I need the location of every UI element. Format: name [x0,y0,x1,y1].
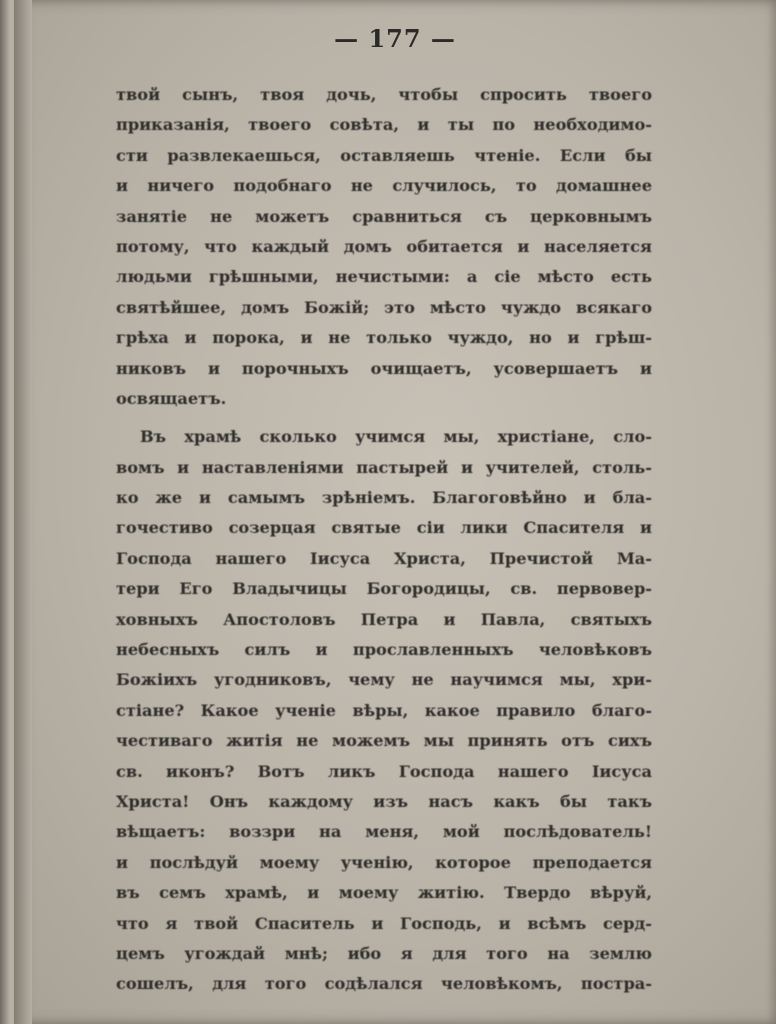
text-line: что я твой Спаситель и Господь, и всѣмъ серд- [116,913,652,933]
text-line: честиваго житія не можемъ мы принять отъ сихъ [116,731,652,751]
text-line: сти развлекаешься, оставляешь чтеніе. Если бы [116,145,652,165]
page-binding-edge [14,0,32,1024]
text-line: и послѣдуй моему ученію, которое преподается [116,852,652,872]
text-line: тери Его Владычицы Богородицы, св. первовер- [116,579,652,599]
text-line: Христа! Онъ каждому изъ насъ какъ бы такъ [116,791,652,811]
text-line: ховныхъ Апостоловъ Петра и Павла, святыхъ [116,609,652,629]
text-line: Въ храмѣ сколько учимся мы, христіане, сло- [140,427,652,447]
paragraph-gap [116,414,652,422]
text-line: никовъ и порочныхъ очищаетъ, усовершаетъ и [116,358,652,378]
book-page [14,0,776,1024]
page-number: — 177 — [334,24,456,53]
text-line: потому, что каждый домъ обитается и населяется [116,236,652,256]
text-line: занятіе не можетъ сравниться съ церковнымъ [116,206,652,226]
text-line: небесныхъ силъ и прославленныхъ человѣковъ [116,640,652,660]
text-line: сошелъ, для того содѣлался человѣкомъ, постра- [116,974,652,994]
text-line: людьми грѣшными, нечистыми: а сіе мѣсто есть [116,267,652,287]
text-line: цемъ угождай мнѣ; ибо я для того на землю [116,943,652,963]
text-line: ко же и самымъ зрѣніемъ. Благоговѣйно и бла- [116,488,652,508]
text-line: стіане? Какое ученіе вѣры, какое правило благо- [116,700,652,720]
text-line: приказанія, твоего совѣта, и ты по необходимо- [116,115,652,135]
text-line: Божіихъ угодниковъ, чему не научимся мы, хри- [116,670,652,690]
text-line: св. иконъ? Вотъ ликъ Господа нашего Іисуса [116,761,652,781]
text-line: гочестиво созерцая святые сіи лики Спасителя и [116,518,652,538]
text-line: освящаетъ. [116,388,227,408]
text-line: грѣха и порока, и не только чуждо, но и грѣш- [116,328,652,348]
text-line: въ семъ храмѣ, и моему житію. Твердо вѣруй, [116,883,652,903]
text-line: и ничего подобнаго не случилось, то домашнее [116,176,652,196]
text-line: святѣйшее, домъ Божій; это мѣсто чуждо всякаго [116,297,652,317]
text-line: вомъ и наставленіями пастырей и учителей, столь- [116,457,652,477]
text-line: Господа нашего Іисуса Христа, Пречистой Ма- [116,548,652,568]
text-line: вѣщаетъ: воззри на меня, мой послѣдователь! [116,822,652,842]
body-text [116,80,652,1000]
text-line: твой сынъ, твоя дочь, чтобы спросить твоего [116,85,652,104]
